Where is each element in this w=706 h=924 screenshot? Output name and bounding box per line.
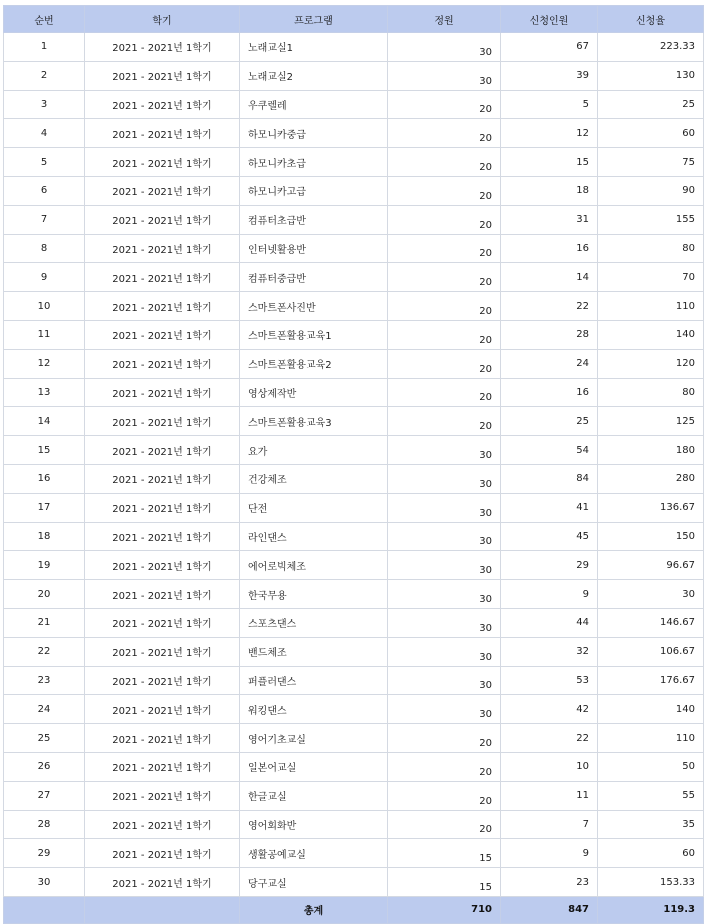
table-row [4,637,704,666]
cell-capacity: 20 [388,781,501,810]
cell-term: 2021 - 2021년 1학기 [85,436,240,465]
table-row [4,436,704,465]
cell-capacity: 30 [388,666,501,695]
table-body [4,33,704,897]
cell-program: 라인댄스 [240,522,388,551]
table-row [4,493,704,522]
total-rate: 119.3 [598,896,704,923]
table-row [4,119,704,148]
cell-no: 15 [4,436,85,465]
cell-rate: 55 [598,781,704,810]
table-row [4,292,704,321]
total-empty-cell-1 [4,896,85,923]
cell-program: 한국무용 [240,580,388,609]
cell-term: 2021 - 2021년 1학기 [85,320,240,349]
cell-capacity: 20 [388,205,501,234]
cell-term: 2021 - 2021년 1학기 [85,205,240,234]
cell-program: 하모니카중급 [240,119,388,148]
cell-capacity: 30 [388,551,501,580]
cell-capacity: 20 [388,292,501,321]
cell-capacity: 20 [388,752,501,781]
table-row [4,148,704,177]
cell-term: 2021 - 2021년 1학기 [85,637,240,666]
cell-program: 건강체조 [240,464,388,493]
cell-term: 2021 - 2021년 1학기 [85,33,240,62]
cell-capacity: 30 [388,464,501,493]
cell-no: 26 [4,752,85,781]
cell-term: 2021 - 2021년 1학기 [85,810,240,839]
table-row [4,320,704,349]
cell-applicants: 10 [501,752,598,781]
cell-no: 18 [4,522,85,551]
cell-no: 21 [4,608,85,637]
cell-term: 2021 - 2021년 1학기 [85,378,240,407]
cell-applicants: 54 [501,436,598,465]
cell-program: 당구교실 [240,868,388,897]
table-row [4,205,704,234]
cell-no: 30 [4,868,85,897]
cell-capacity: 20 [388,407,501,436]
cell-term: 2021 - 2021년 1학기 [85,464,240,493]
cell-term: 2021 - 2021년 1학기 [85,493,240,522]
header-program: 프로그램 [240,6,388,33]
cell-applicants: 22 [501,292,598,321]
cell-capacity: 20 [388,263,501,292]
cell-applicants: 22 [501,724,598,753]
cell-no: 23 [4,666,85,695]
cell-rate: 70 [598,263,704,292]
table-row [4,752,704,781]
cell-program: 일본어교실 [240,752,388,781]
table-row [4,33,704,62]
cell-no: 6 [4,176,85,205]
cell-term: 2021 - 2021년 1학기 [85,580,240,609]
cell-rate: 155 [598,205,704,234]
cell-program: 스마트폰활용교육3 [240,407,388,436]
cell-capacity: 30 [388,61,501,90]
table-row [4,349,704,378]
cell-capacity: 20 [388,90,501,119]
cell-capacity: 15 [388,868,501,897]
table-row [4,608,704,637]
header-capacity: 정원 [388,6,501,33]
cell-applicants: 9 [501,580,598,609]
cell-applicants: 39 [501,61,598,90]
cell-no: 22 [4,637,85,666]
cell-rate: 146.67 [598,608,704,637]
cell-rate: 110 [598,292,704,321]
header-term: 학기 [85,6,240,33]
table-row [4,839,704,868]
cell-no: 2 [4,61,85,90]
cell-applicants: 53 [501,666,598,695]
cell-term: 2021 - 2021년 1학기 [85,148,240,177]
cell-capacity: 30 [388,33,501,62]
cell-applicants: 67 [501,33,598,62]
cell-term: 2021 - 2021년 1학기 [85,695,240,724]
cell-term: 2021 - 2021년 1학기 [85,781,240,810]
cell-applicants: 45 [501,522,598,551]
cell-rate: 153.33 [598,868,704,897]
header-rate: 신청율 [598,6,704,33]
cell-program: 밴드체조 [240,637,388,666]
table-row [4,666,704,695]
total-capacity: 710 [388,896,501,923]
cell-applicants: 16 [501,378,598,407]
cell-program: 노래교실1 [240,33,388,62]
cell-no: 7 [4,205,85,234]
cell-no: 4 [4,119,85,148]
cell-applicants: 5 [501,90,598,119]
program-enrollment-table [3,5,704,924]
cell-applicants: 16 [501,234,598,263]
header-no: 순번 [4,6,85,33]
cell-applicants: 12 [501,119,598,148]
table-row [4,464,704,493]
total-applicants: 847 [501,896,598,923]
cell-rate: 136.67 [598,493,704,522]
cell-no: 13 [4,378,85,407]
cell-rate: 150 [598,522,704,551]
cell-capacity: 20 [388,176,501,205]
cell-no: 19 [4,551,85,580]
table-row [4,61,704,90]
cell-applicants: 31 [501,205,598,234]
cell-program: 노래교실2 [240,61,388,90]
cell-rate: 50 [598,752,704,781]
cell-capacity: 30 [388,493,501,522]
cell-program: 인터넷활용반 [240,234,388,263]
cell-applicants: 44 [501,608,598,637]
table-row [4,176,704,205]
cell-applicants: 14 [501,263,598,292]
cell-rate: 80 [598,378,704,407]
cell-rate: 75 [598,148,704,177]
table-row [4,695,704,724]
cell-capacity: 20 [388,148,501,177]
table-row [4,90,704,119]
cell-applicants: 24 [501,349,598,378]
cell-applicants: 15 [501,148,598,177]
cell-no: 8 [4,234,85,263]
cell-rate: 35 [598,810,704,839]
cell-capacity: 20 [388,810,501,839]
cell-applicants: 29 [501,551,598,580]
cell-program: 영어회화반 [240,810,388,839]
cell-no: 11 [4,320,85,349]
cell-capacity: 20 [388,119,501,148]
cell-term: 2021 - 2021년 1학기 [85,666,240,695]
cell-term: 2021 - 2021년 1학기 [85,61,240,90]
cell-capacity: 30 [388,608,501,637]
cell-rate: 120 [598,349,704,378]
cell-no: 16 [4,464,85,493]
cell-no: 20 [4,580,85,609]
cell-program: 우쿠렐레 [240,90,388,119]
cell-program: 스마트폰활용교육1 [240,320,388,349]
cell-program: 스마트폰활용교육2 [240,349,388,378]
cell-term: 2021 - 2021년 1학기 [85,407,240,436]
cell-term: 2021 - 2021년 1학기 [85,752,240,781]
cell-program: 에어로빅체조 [240,551,388,580]
cell-rate: 125 [598,407,704,436]
cell-term: 2021 - 2021년 1학기 [85,868,240,897]
cell-no: 3 [4,90,85,119]
table-row [4,551,704,580]
table-row [4,724,704,753]
cell-applicants: 42 [501,695,598,724]
cell-rate: 96.67 [598,551,704,580]
cell-program: 스포츠댄스 [240,608,388,637]
cell-program: 영어기초교실 [240,724,388,753]
total-row [4,896,704,923]
cell-program: 스마트폰사진반 [240,292,388,321]
cell-program: 생활공예교실 [240,839,388,868]
cell-capacity: 20 [388,378,501,407]
cell-applicants: 32 [501,637,598,666]
cell-capacity: 20 [388,320,501,349]
cell-term: 2021 - 2021년 1학기 [85,522,240,551]
cell-no: 24 [4,695,85,724]
cell-rate: 60 [598,119,704,148]
cell-rate: 130 [598,61,704,90]
cell-capacity: 20 [388,234,501,263]
cell-term: 2021 - 2021년 1학기 [85,263,240,292]
cell-program: 영상제작반 [240,378,388,407]
cell-program: 요가 [240,436,388,465]
cell-applicants: 18 [501,176,598,205]
cell-rate: 110 [598,724,704,753]
cell-no: 17 [4,493,85,522]
header-row [4,6,704,33]
cell-rate: 140 [598,320,704,349]
cell-no: 29 [4,839,85,868]
cell-program: 하모니카초급 [240,148,388,177]
cell-no: 12 [4,349,85,378]
cell-term: 2021 - 2021년 1학기 [85,90,240,119]
cell-capacity: 30 [388,580,501,609]
cell-term: 2021 - 2021년 1학기 [85,234,240,263]
cell-capacity: 20 [388,349,501,378]
cell-no: 10 [4,292,85,321]
cell-rate: 60 [598,839,704,868]
total-empty-cell-2 [85,896,240,923]
cell-no: 14 [4,407,85,436]
cell-rate: 30 [598,580,704,609]
cell-rate: 25 [598,90,704,119]
cell-program: 단전 [240,493,388,522]
table-row [4,234,704,263]
table-row [4,263,704,292]
cell-program: 한글교실 [240,781,388,810]
cell-applicants: 41 [501,493,598,522]
cell-capacity: 15 [388,839,501,868]
cell-term: 2021 - 2021년 1학기 [85,176,240,205]
cell-applicants: 25 [501,407,598,436]
cell-program: 컴퓨터중급반 [240,263,388,292]
cell-no: 27 [4,781,85,810]
total-label: 총계 [240,896,388,923]
table-row [4,781,704,810]
cell-no: 25 [4,724,85,753]
cell-no: 5 [4,148,85,177]
cell-applicants: 11 [501,781,598,810]
cell-term: 2021 - 2021년 1학기 [85,551,240,580]
cell-capacity: 30 [388,637,501,666]
cell-program: 하모니카고급 [240,176,388,205]
table-row [4,580,704,609]
cell-program: 워킹댄스 [240,695,388,724]
cell-applicants: 23 [501,868,598,897]
header-applicants: 신청인원 [501,6,598,33]
cell-term: 2021 - 2021년 1학기 [85,608,240,637]
cell-rate: 106.67 [598,637,704,666]
cell-program: 컴퓨터초급반 [240,205,388,234]
cell-term: 2021 - 2021년 1학기 [85,349,240,378]
cell-program: 퍼플러댄스 [240,666,388,695]
cell-rate: 280 [598,464,704,493]
cell-rate: 223.33 [598,33,704,62]
cell-applicants: 9 [501,839,598,868]
table-row [4,810,704,839]
table-row [4,407,704,436]
cell-applicants: 84 [501,464,598,493]
table-row [4,378,704,407]
cell-applicants: 28 [501,320,598,349]
cell-capacity: 30 [388,522,501,551]
cell-no: 1 [4,33,85,62]
cell-rate: 180 [598,436,704,465]
cell-term: 2021 - 2021년 1학기 [85,724,240,753]
cell-capacity: 30 [388,695,501,724]
cell-term: 2021 - 2021년 1학기 [85,119,240,148]
table-row [4,522,704,551]
cell-no: 9 [4,263,85,292]
cell-applicants: 7 [501,810,598,839]
cell-rate: 140 [598,695,704,724]
cell-no: 28 [4,810,85,839]
cell-term: 2021 - 2021년 1학기 [85,839,240,868]
cell-capacity: 30 [388,436,501,465]
table-row [4,868,704,897]
cell-rate: 90 [598,176,704,205]
cell-capacity: 20 [388,724,501,753]
cell-term: 2021 - 2021년 1학기 [85,292,240,321]
cell-rate: 176.67 [598,666,704,695]
cell-rate: 80 [598,234,704,263]
